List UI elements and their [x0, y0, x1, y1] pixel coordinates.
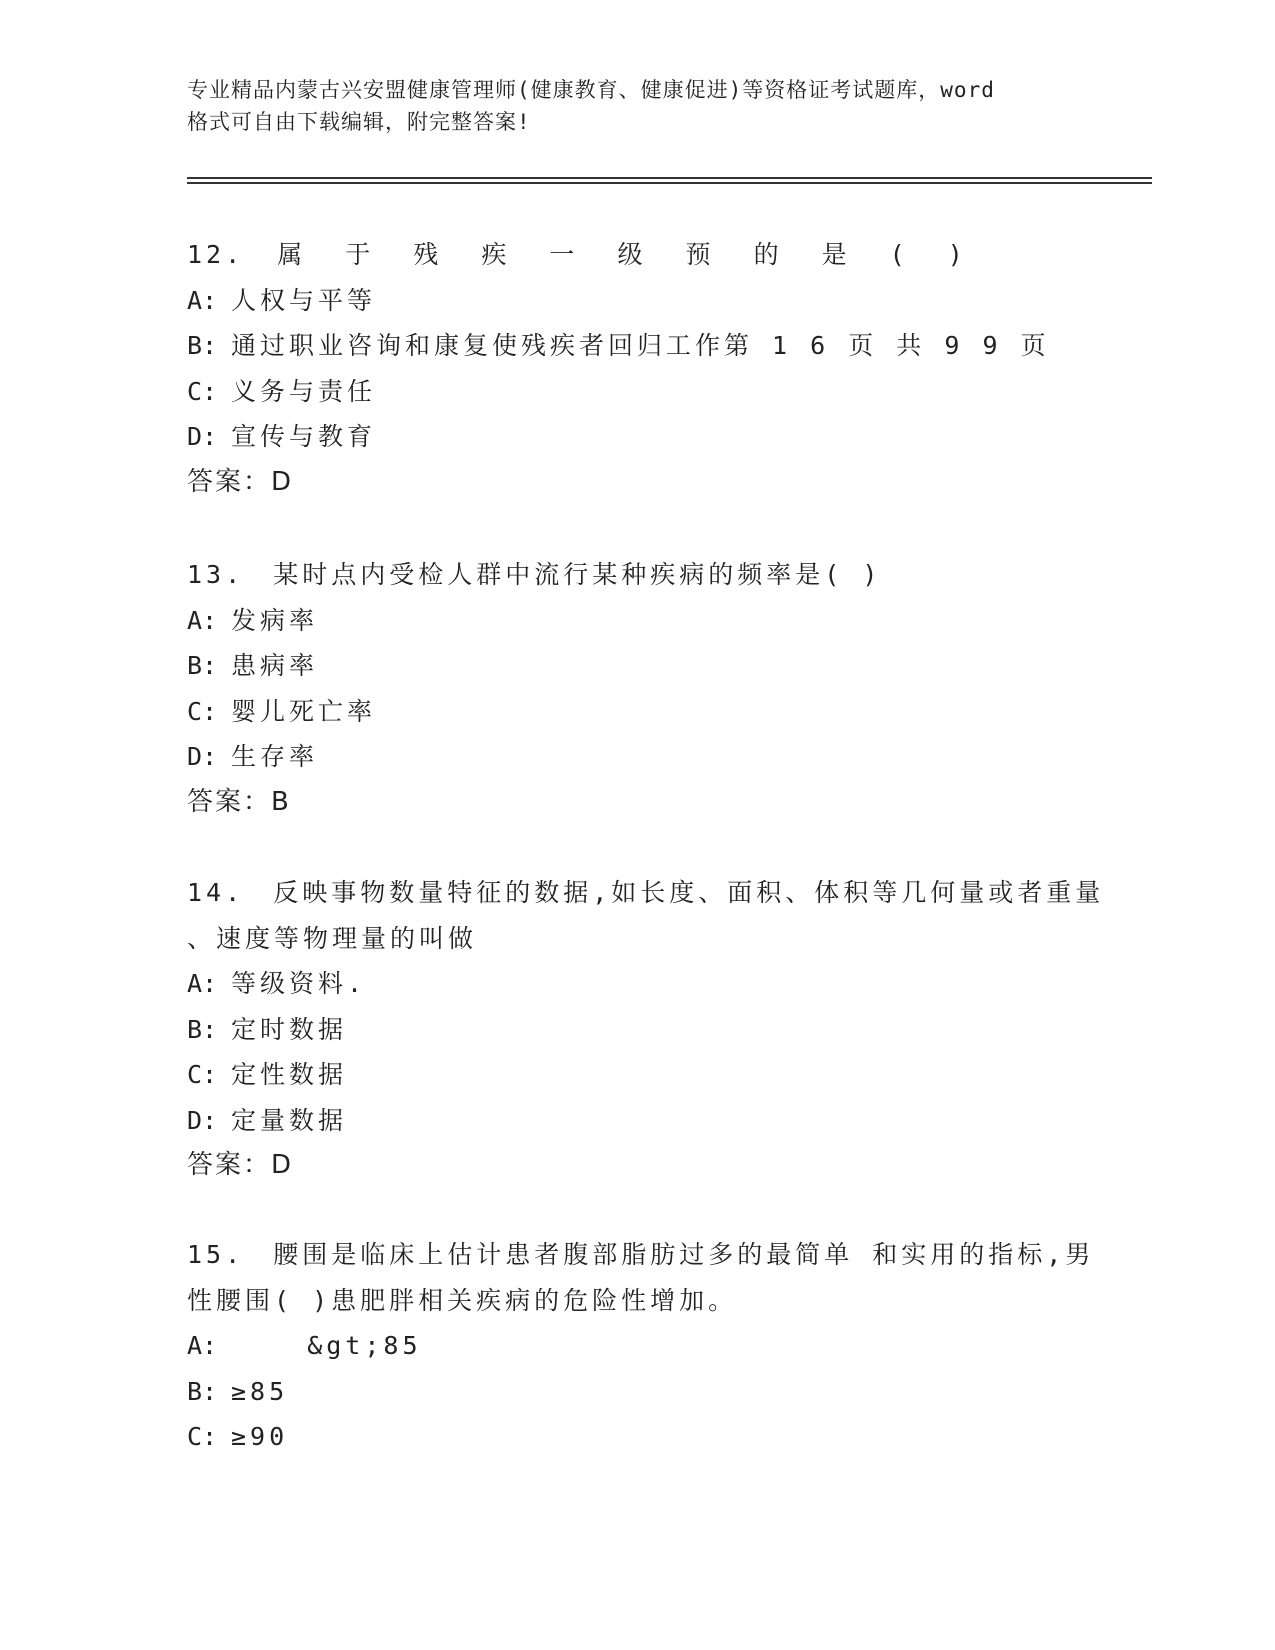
question-text: 腰围是临床上估计患者腹部脂肪过多的最简单 和实用的指标,男 — [273, 1240, 1095, 1269]
option-c — [187, 369, 1087, 415]
option-d — [187, 414, 1087, 460]
option-c — [187, 1414, 1087, 1460]
option-label: B: — [187, 1376, 218, 1406]
question-text: 属 于 残 疾 一 级 预 的 是 ( ) — [277, 240, 977, 269]
option-text: 人权与平等 — [231, 285, 377, 315]
option-text: ≥85 — [231, 1376, 289, 1406]
option-a — [187, 1323, 1087, 1369]
option-b — [187, 1007, 1087, 1053]
option-label: A: — [187, 285, 218, 315]
question-number: 15. — [187, 1240, 245, 1269]
question-12 — [187, 232, 1087, 505]
option-label: B: — [187, 1014, 218, 1044]
answer: 答案：D — [187, 1150, 294, 1180]
answer: 答案：B — [187, 786, 291, 817]
question-number: 13. — [187, 560, 245, 589]
option-b — [187, 643, 1087, 689]
question-text: 反映事物数量特征的数据,如长度、面积、体积等几何量或者重量 — [273, 878, 1105, 907]
question-number: 12. — [187, 240, 245, 269]
question-stem — [187, 552, 1087, 598]
option-text: 等级资料. — [231, 969, 367, 998]
option-label: D: — [187, 1105, 218, 1135]
question-stem — [187, 232, 1087, 278]
option-label: A: — [187, 605, 218, 635]
header-divider-bottom — [187, 182, 1152, 184]
question-text: 某时点内受检人群中流行某种疾病的频率是( ) — [273, 560, 882, 589]
answer: 答案：D — [187, 466, 294, 497]
option-c — [187, 689, 1087, 735]
option-d — [187, 734, 1087, 780]
option-label: D: — [187, 422, 218, 451]
option-text: ≥90 — [231, 1422, 289, 1451]
option-label: C: — [187, 1422, 218, 1451]
option-a — [187, 278, 1087, 324]
question-stem — [187, 1232, 1095, 1278]
option-label: C: — [187, 696, 218, 726]
question-stem — [187, 870, 1105, 916]
option-text: 生存率 — [231, 742, 319, 771]
option-text: 通过职业咨询和康复使残疾者回归工作第 1 6 页 共 9 9 页 — [231, 331, 1050, 360]
option-text: 定时数据 — [231, 1014, 348, 1044]
option-label: B: — [187, 651, 218, 680]
question-13 — [187, 552, 1087, 825]
question-stem-continued: 、速度等物理量的叫做 — [187, 923, 478, 953]
header-divider-top — [187, 177, 1152, 179]
option-text: 宣传与教育 — [231, 422, 377, 451]
header-line-2: 格式可自由下载编辑，附完整答案! — [187, 110, 531, 134]
question-number: 14. — [187, 878, 245, 907]
option-a — [187, 961, 1087, 1007]
option-b — [187, 1369, 1087, 1415]
option-d — [187, 1098, 1087, 1144]
option-label: A: — [187, 1331, 218, 1360]
option-c — [187, 1052, 1087, 1098]
option-a — [187, 598, 1087, 644]
option-text: 定性数据 — [231, 1060, 348, 1089]
option-text: &gt;85 — [231, 1331, 422, 1360]
question-14 — [187, 870, 1105, 1189]
option-label: C: — [187, 376, 218, 406]
option-label: B: — [187, 331, 218, 360]
option-label: A: — [187, 969, 218, 998]
option-text: 发病率 — [231, 605, 319, 635]
option-b — [187, 323, 1087, 369]
option-text: 义务与责任 — [231, 376, 377, 406]
document-header — [187, 74, 1087, 138]
option-text: 定量数据 — [231, 1105, 348, 1135]
question-15 — [187, 1232, 1095, 1460]
option-label: C: — [187, 1060, 218, 1089]
header-line-1: 专业精品内蒙古兴安盟健康管理师(健康教育、健康促进)等资格证考试题库，word — [187, 78, 995, 102]
option-text: 婴儿死亡率 — [231, 696, 377, 726]
option-label: D: — [187, 742, 218, 771]
question-stem-continued: 性腰围( )患肥胖相关疾病的危险性增加。 — [187, 1285, 738, 1315]
option-text: 患病率 — [231, 651, 319, 680]
